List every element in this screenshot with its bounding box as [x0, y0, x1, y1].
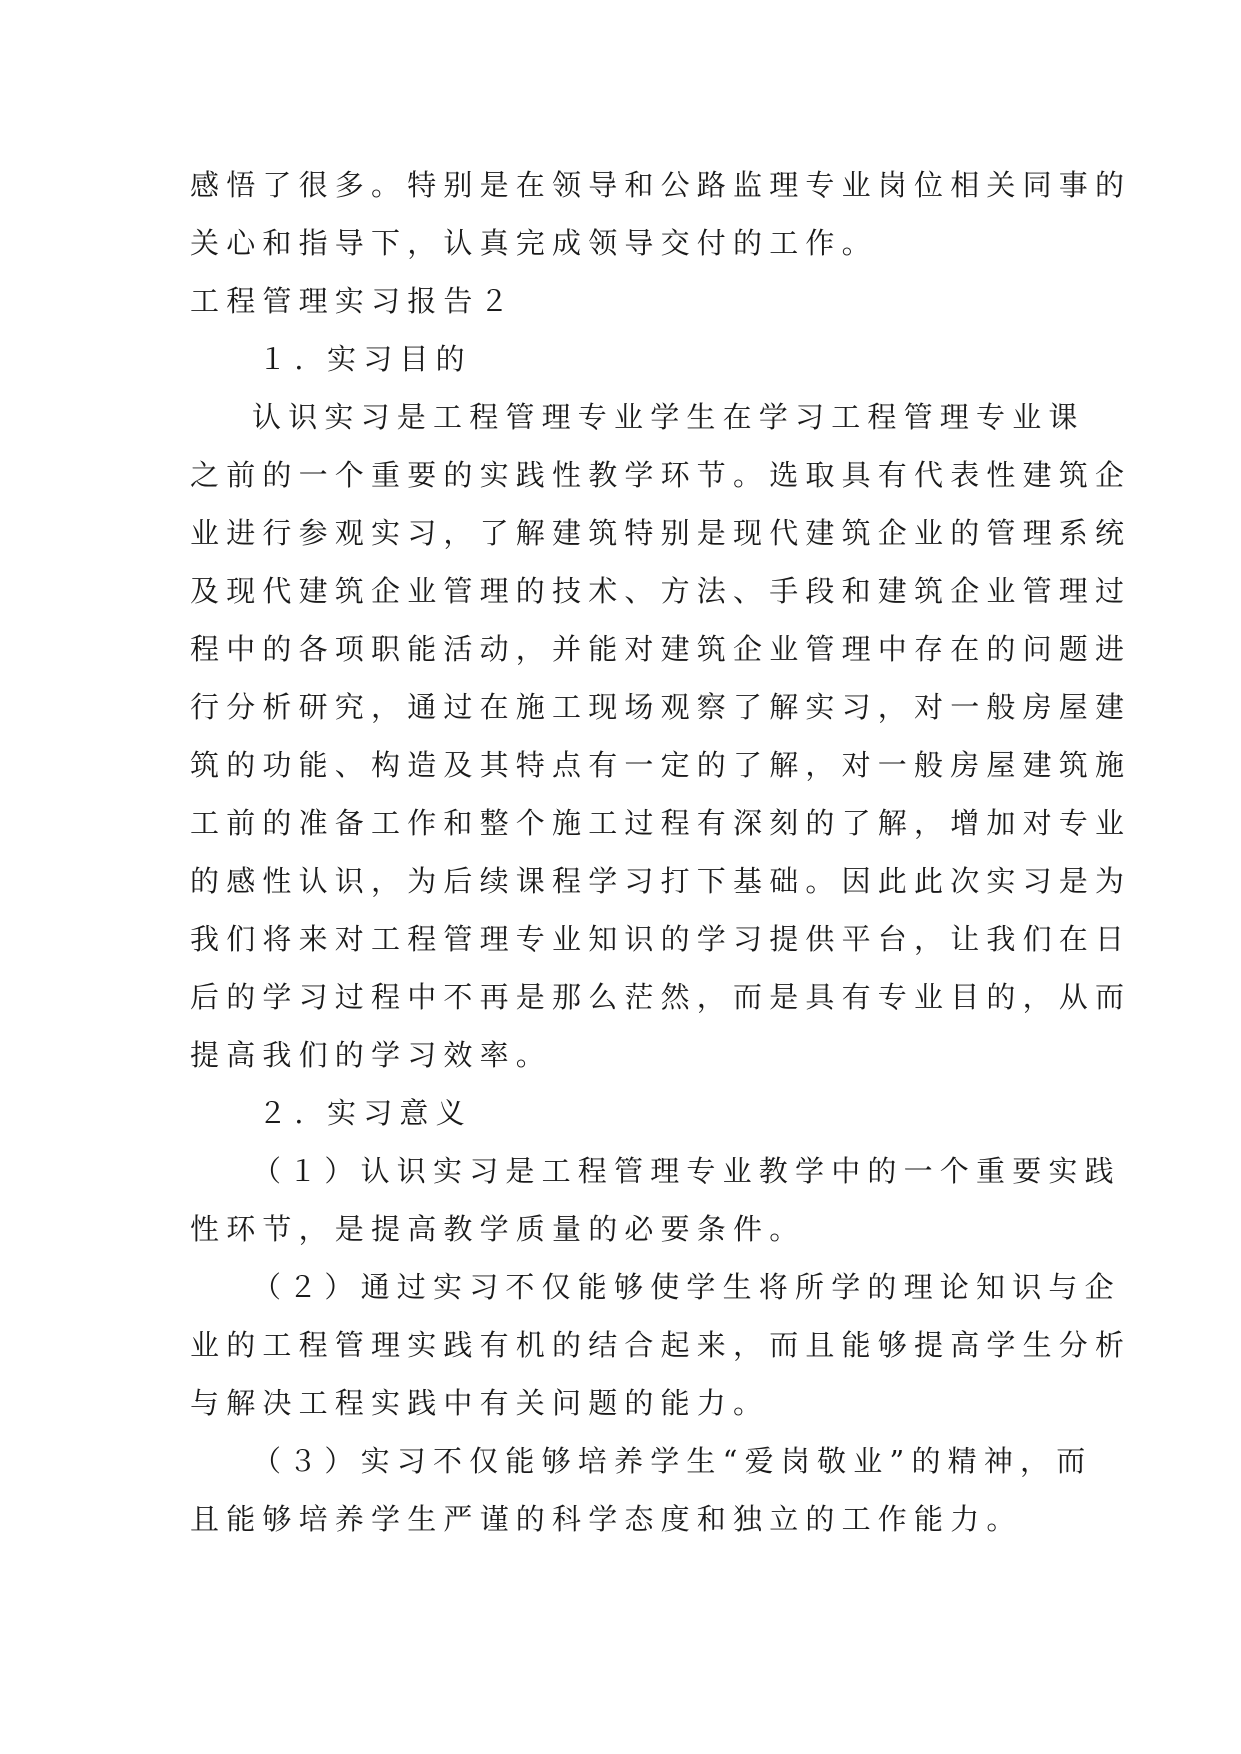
text-line: 且能够培养学生严谨的科学态度和独立的工作能力。 — [190, 1502, 1023, 1536]
paragraph-significance-1 — [190, 1142, 1121, 1258]
text-line: 及现代建筑企业管理的技术、方法、手段和建筑企业管理过 — [190, 574, 1132, 608]
text-line: （３）实习不仅能够培养学生“爱岗敬业”的精神，而 — [252, 1444, 1093, 1478]
paragraph-continuation — [190, 156, 1132, 272]
section-heading-text: １. 实习目的 — [258, 342, 472, 376]
text-line: 业的工程管理实践有机的结合起来，而且能够提高学生分析 — [190, 1328, 1132, 1362]
text-line: （１）认识实习是工程管理专业教学中的一个重要实践 — [252, 1154, 1121, 1188]
text-line: 提高我们的学习效率。 — [190, 1038, 553, 1072]
text-line: 工前的准备工作和整个施工过程有深刻的了解，增加对专业 — [190, 806, 1132, 840]
document-body — [190, 156, 1132, 1548]
section-heading-significance — [190, 1084, 1058, 1142]
report-title — [190, 272, 1058, 330]
text-line: 认识实习是工程管理专业学生在学习工程管理专业课 — [252, 400, 1085, 434]
paragraph-significance-2 — [190, 1258, 1132, 1432]
title-text: 工程管理实习报告２ — [190, 284, 516, 318]
text-line: 与解决工程实践中有关问题的能力。 — [190, 1386, 770, 1420]
text-line: 的感性认识，为后续课程学习打下基础。因此此次实习是为 — [190, 864, 1132, 898]
text-line: 性环节，是提高教学质量的必要条件。 — [190, 1212, 806, 1246]
text-line: 行分析研究，通过在施工现场观察了解实习，对一般房屋建 — [190, 690, 1132, 724]
section-heading-purpose — [190, 330, 1058, 388]
text-line: 之前的一个重要的实践性教学环节。选取具有代表性建筑企 — [190, 458, 1132, 492]
text-line: （２）通过实习不仅能够使学生将所学的理论知识与企 — [252, 1270, 1121, 1304]
section-heading-text: ２. 实习意义 — [258, 1096, 472, 1130]
text-line: 后的学习过程中不再是那么茫然，而是具有专业目的，从而 — [190, 980, 1132, 1014]
text-line: 感悟了很多。特别是在领导和公路监理专业岗位相关同事的 — [190, 168, 1132, 202]
text-line: 程中的各项职能活动，并能对建筑企业管理中存在的问题进 — [190, 632, 1132, 666]
text-line: 我们将来对工程管理专业知识的学习提供平台，让我们在日 — [190, 922, 1132, 956]
text-line: 业进行参观实习，了解建筑特别是现代建筑企业的管理系统 — [190, 516, 1132, 550]
text-line: 关心和指导下，认真完成领导交付的工作。 — [190, 226, 878, 260]
text-line: 筑的功能、构造及其特点有一定的了解，对一般房屋建筑施 — [190, 748, 1132, 782]
paragraph-purpose — [190, 388, 1132, 1084]
paragraph-significance-3 — [190, 1432, 1093, 1548]
